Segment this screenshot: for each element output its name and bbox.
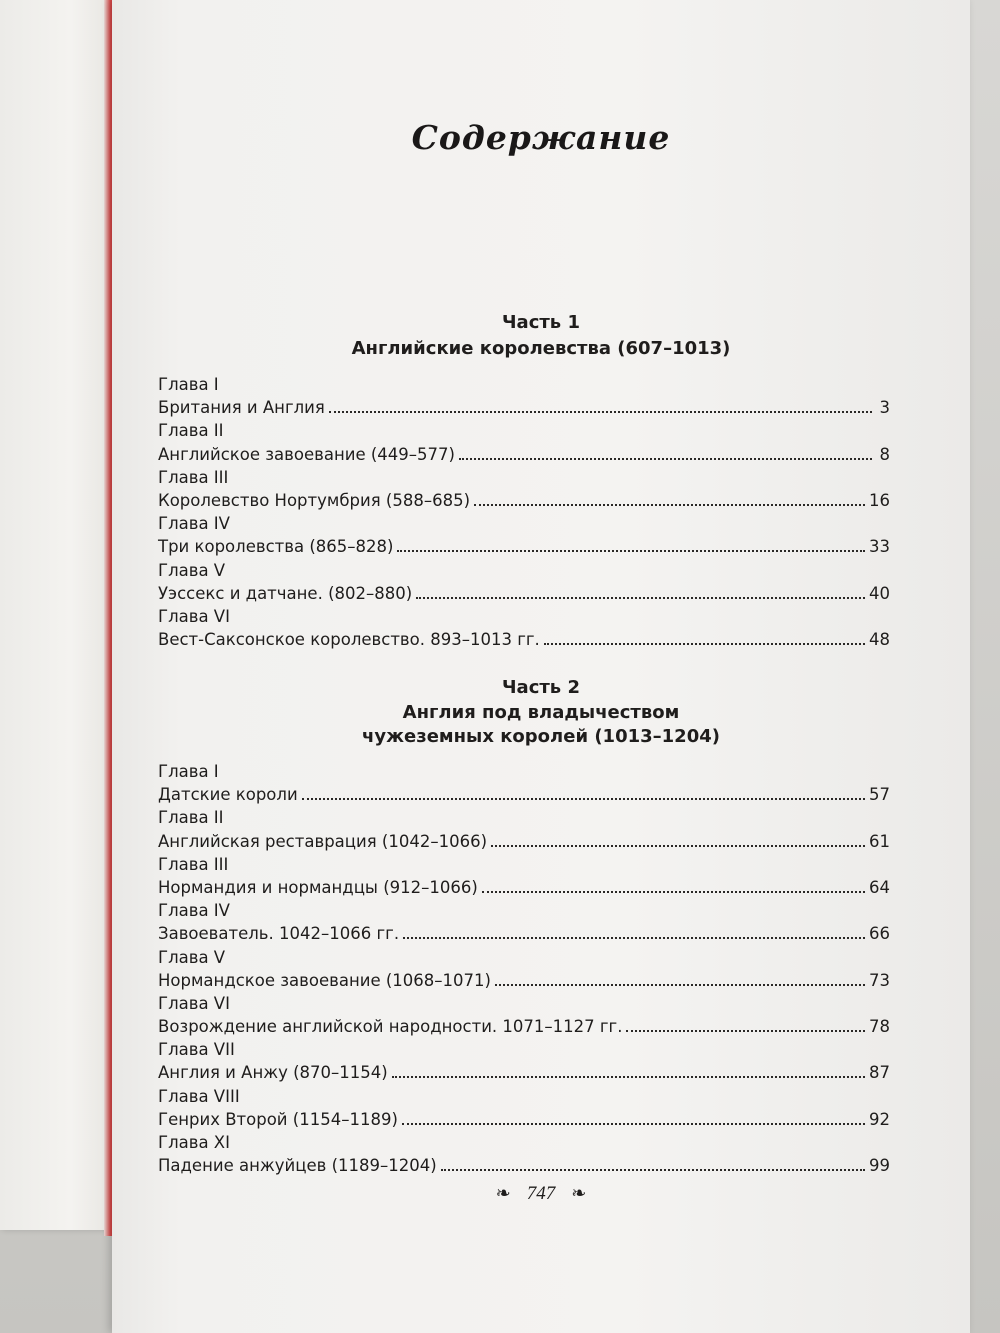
part-1-toc [158, 375, 890, 653]
toc-entry[interactable] [158, 537, 890, 560]
toc-entry[interactable] [158, 832, 890, 855]
toc-entry[interactable] [158, 491, 890, 514]
page-number: 64 [869, 877, 890, 897]
dot-leader [491, 845, 865, 847]
page-number: 57 [869, 785, 890, 805]
entry-title: Нормандское завоевание (1068–1071) [158, 970, 491, 990]
chapter-label: Глава VIII [158, 1086, 240, 1106]
book-page [112, 0, 970, 1333]
entry-title: Завоеватель. 1042–1066 гг. [158, 924, 400, 944]
toc-entry[interactable] [158, 584, 890, 607]
entry-title: Падение анжуйцев (1189–1204) [158, 1156, 437, 1176]
entry-title: Британия и Англия [158, 398, 325, 418]
page-number: 48 [869, 630, 890, 650]
folio-number: 747 [526, 1183, 556, 1204]
page-number: 99 [869, 1156, 890, 1176]
entry-title: Три королевства (865–828) [158, 537, 394, 557]
toc-entry[interactable] [158, 398, 890, 421]
dot-leader [403, 937, 865, 939]
page-number: 16 [869, 490, 890, 510]
chapter-label: Глава IV [158, 901, 230, 921]
part-1-subtitle: Английские королевства (607–1013) [351, 338, 731, 359]
chapter-label: Глава I [158, 375, 219, 394]
entry-title: Вест-Саксонское королевство. 893–1013 гг. [158, 630, 540, 650]
page-number: 87 [869, 1063, 890, 1083]
chapter-label: Глава II [158, 808, 224, 828]
page-number: 8 [879, 444, 890, 464]
entry-title: Нормандия и нормандцы (912–1066) [158, 877, 478, 897]
toc-entry[interactable] [158, 785, 890, 808]
part-2-toc [158, 762, 890, 1179]
dot-leader [474, 504, 865, 506]
part-1-label: Часть 1 [502, 312, 580, 333]
chapter-label: Глава III [158, 467, 229, 487]
dot-leader [544, 643, 865, 645]
entry-title: Английское завоевание (449–577) [158, 444, 455, 464]
entry-title: Уэссекс и датчане. (802–880) [158, 583, 413, 603]
part-2-label: Часть 2 [502, 677, 580, 698]
dot-leader [482, 891, 865, 893]
toc-entry[interactable] [158, 1110, 890, 1133]
ornament-right-icon: ❧ [571, 1183, 587, 1203]
entry-title: Возрождение английской народности. 1071–1127 гг. [158, 1017, 623, 1037]
dot-leader [402, 1123, 865, 1125]
part-2-subtitle-line-2: чужеземных королей (1013–1204) [362, 726, 720, 747]
page-number: 92 [869, 1109, 890, 1129]
entry-title: Англия и Анжу (870–1154) [158, 1063, 388, 1083]
dot-leader [397, 550, 865, 552]
chapter-label: Глава IV [158, 514, 230, 534]
dot-leader [329, 411, 872, 413]
dot-leader [416, 597, 865, 599]
entry-title: Датские короли [158, 785, 298, 805]
page-number: 3 [879, 398, 890, 418]
entry-title: Генрих Второй (1154–1189) [158, 1109, 398, 1129]
dot-leader [302, 798, 865, 800]
toc-entry[interactable] [158, 971, 890, 994]
chapter-label: Глава III [158, 854, 229, 874]
dot-leader [626, 1030, 865, 1032]
page-title: Содержание [411, 118, 671, 157]
toc-entry[interactable] [158, 1156, 890, 1179]
facing-page [0, 0, 118, 1230]
chapter-label: Глава VII [158, 1040, 235, 1060]
page-number: 73 [869, 970, 890, 990]
entry-title: Английская реставрация (1042–1066) [158, 831, 488, 851]
dot-leader [459, 458, 872, 460]
part-2-subtitle-line-1: Англия под владычеством [402, 702, 680, 723]
page-number: 40 [869, 583, 890, 603]
page-number: 61 [869, 831, 890, 851]
toc-entry[interactable] [158, 1063, 890, 1086]
page-number: 66 [869, 924, 890, 944]
toc-entry[interactable] [158, 924, 890, 947]
toc-entry[interactable] [158, 878, 890, 901]
page-footer [112, 1183, 970, 1205]
dot-leader [495, 984, 865, 986]
chapter-label: Глава V [158, 560, 226, 580]
dot-leader [441, 1169, 865, 1171]
toc-entry[interactable] [158, 1017, 890, 1040]
chapter-label: Глава VI [158, 993, 230, 1013]
toc-entry[interactable] [158, 630, 890, 653]
ornament-left-icon: ❧ [495, 1183, 511, 1203]
toc-entry[interactable] [158, 445, 890, 468]
chapter-label: Глава I [158, 762, 219, 781]
page-number: 78 [869, 1017, 890, 1037]
chapter-label: Глава II [158, 421, 224, 441]
dot-leader [392, 1076, 865, 1078]
entry-title: Королевство Нортумбрия (588–685) [158, 490, 471, 510]
chapter-label: Глава V [158, 947, 226, 967]
chapter-label: Глава XI [158, 1133, 230, 1152]
page-number: 33 [869, 537, 890, 557]
chapter-label: Глава VI [158, 606, 230, 626]
